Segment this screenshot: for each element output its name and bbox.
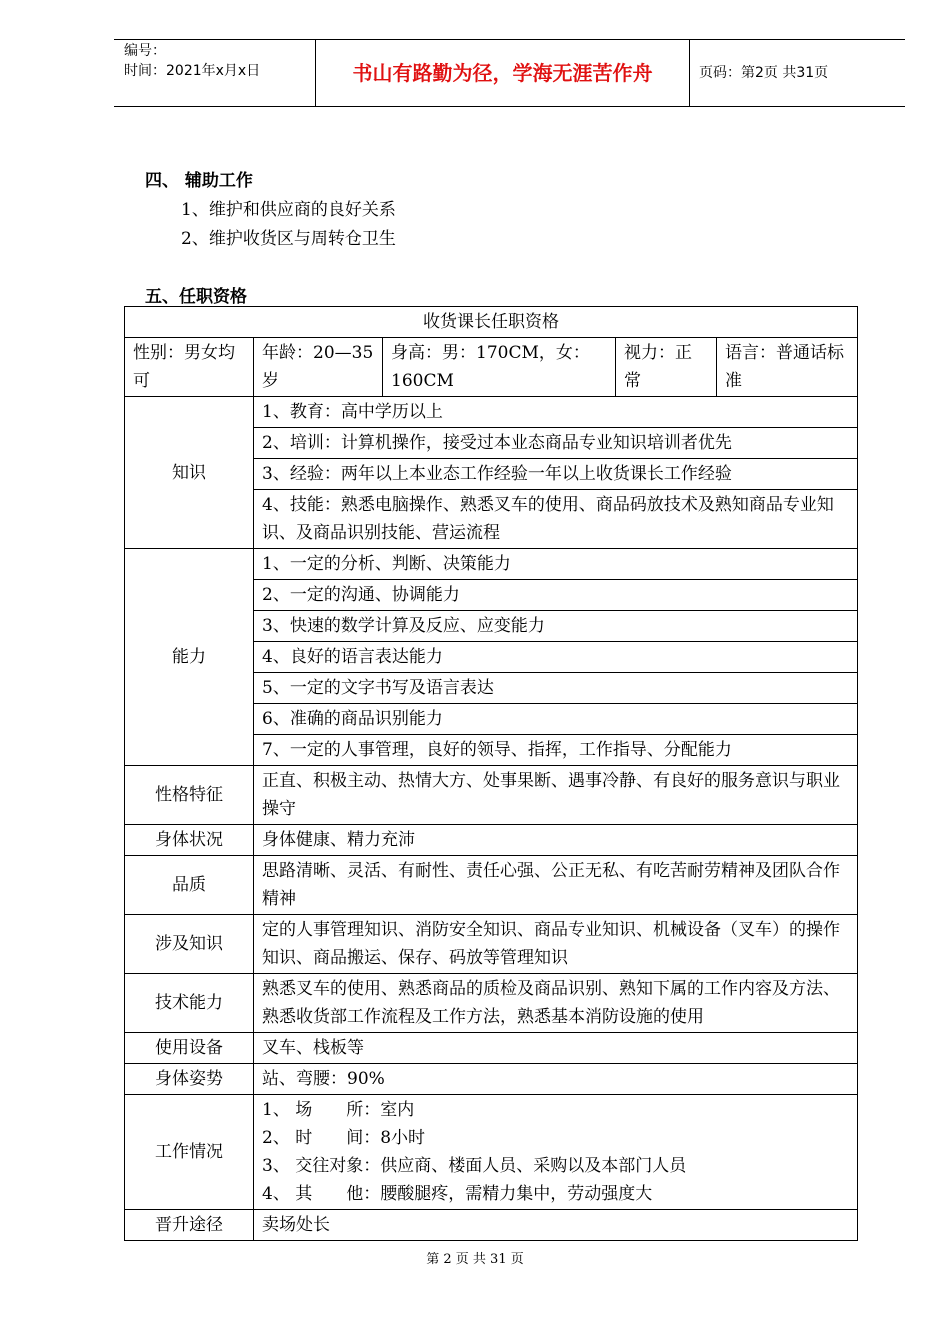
ability-row: 6、准确的商品识别能力 <box>254 704 858 735</box>
posture-value: 站、弯腰：90% <box>254 1064 858 1095</box>
promotion-value: 卖场处长 <box>254 1210 858 1241</box>
section-5-title: 五、任职资格 <box>145 287 247 307</box>
ability-row: 7、一定的人事管理，良好的领导、指挥，工作指导、分配能力 <box>254 735 858 766</box>
personality-value: 正直、积极主动、热情大方、处事果断、遇事冷静、有良好的服务意识与职业操守 <box>254 766 858 825</box>
posture-label: 身体姿势 <box>125 1064 254 1095</box>
knowledge-row: 4、技能：熟悉电脑操作、熟悉叉车的使用、商品码放技术及熟知商品专业知识、及商品识别技能、营运流程 <box>254 490 858 549</box>
work-conditions-value <box>254 1095 858 1210</box>
knowledge-row: 2、培训：计算机操作，接受过本业态商品专业知识培训者优先 <box>254 428 858 459</box>
health-value: 身体健康、精力充沛 <box>254 825 858 856</box>
ability-row: 2、一定的沟通、协调能力 <box>254 580 858 611</box>
age-cell: 年龄：20—35岁 <box>254 338 383 397</box>
quality-label: 品质 <box>125 856 254 915</box>
related-knowledge-label: 涉及知识 <box>125 915 254 974</box>
equipment-value: 叉车、栈板等 <box>254 1033 858 1064</box>
tech-ability-value: 熟悉叉车的使用、熟悉商品的质检及商品识别、熟知下属的工作内容及方法、熟悉收货部工作流程及工作方法，熟悉基本消防设施的使用 <box>254 974 858 1033</box>
header-divider <box>689 39 690 107</box>
knowledge-row: 1、教育：高中学历以上 <box>254 397 858 428</box>
ability-row: 1、一定的分析、判断、决策能力 <box>254 549 858 580</box>
related-knowledge-value: 定的人事管理知识、消防安全知识、商品专业知识、机械设备（叉车）的操作知识、商品搬运、保存、码放等管理知识 <box>254 915 858 974</box>
doc-number: 编号： <box>124 43 166 59</box>
health-label: 身体状况 <box>125 825 254 856</box>
promotion-label: 晋升途径 <box>125 1210 254 1241</box>
ability-row: 4、良好的语言表达能力 <box>254 642 858 673</box>
equipment-label: 使用设备 <box>125 1033 254 1064</box>
header-meta <box>124 41 260 81</box>
section-4-title: 四、 辅助工作 <box>145 171 253 191</box>
section-4-item: 1、维护和供应商的良好关系 <box>181 200 396 220</box>
header-motto: 书山有路勤为径，学海无涯苦作舟 <box>352 61 653 85</box>
qualification-table <box>124 306 858 1241</box>
work-condition-item: 2、 时 间：8小时 <box>262 1128 426 1148</box>
personality-label: 性格特征 <box>125 766 254 825</box>
work-condition-item: 1、 场 所：室内 <box>262 1100 415 1120</box>
doc-time: 时间：2021年x月x日 <box>124 63 261 79</box>
ability-label: 能力 <box>125 549 254 766</box>
work-condition-item: 3、 交往对象：供应商、楼面人员、采购以及本部门人员 <box>262 1156 687 1176</box>
work-condition-item: 4、 其 他：腰酸腿疼，需精力集中，劳动强度大 <box>262 1184 653 1204</box>
ability-row: 3、快速的数学计算及反应、应变能力 <box>254 611 858 642</box>
tech-ability-label: 技术能力 <box>125 974 254 1033</box>
knowledge-label: 知识 <box>125 397 254 549</box>
height-cell: 身高：男：170CM，女：160CM <box>383 338 616 397</box>
page-footer: 第 2 页 共 31 页 <box>426 1252 524 1267</box>
knowledge-row: 3、经验：两年以上本业态工作经验一年以上收货课长工作经验 <box>254 459 858 490</box>
language-cell: 语言：普通话标准 <box>717 338 858 397</box>
quality-value: 思路清晰、灵活、有耐性、责任心强、公正无私、有吃苦耐劳精神及团队合作精神 <box>254 856 858 915</box>
page-header <box>114 39 905 107</box>
work-conditions-label: 工作情况 <box>125 1095 254 1210</box>
table-title: 收货课长任职资格 <box>125 307 858 338</box>
gender-cell: 性别：男女均可 <box>125 338 254 397</box>
section-4-item: 2、维护收货区与周转仓卫生 <box>181 229 396 249</box>
vision-cell: 视力：正常 <box>616 338 717 397</box>
ability-row: 5、一定的文字书写及语言表达 <box>254 673 858 704</box>
header-page-info: 页码：第2页 共31页 <box>699 65 829 81</box>
